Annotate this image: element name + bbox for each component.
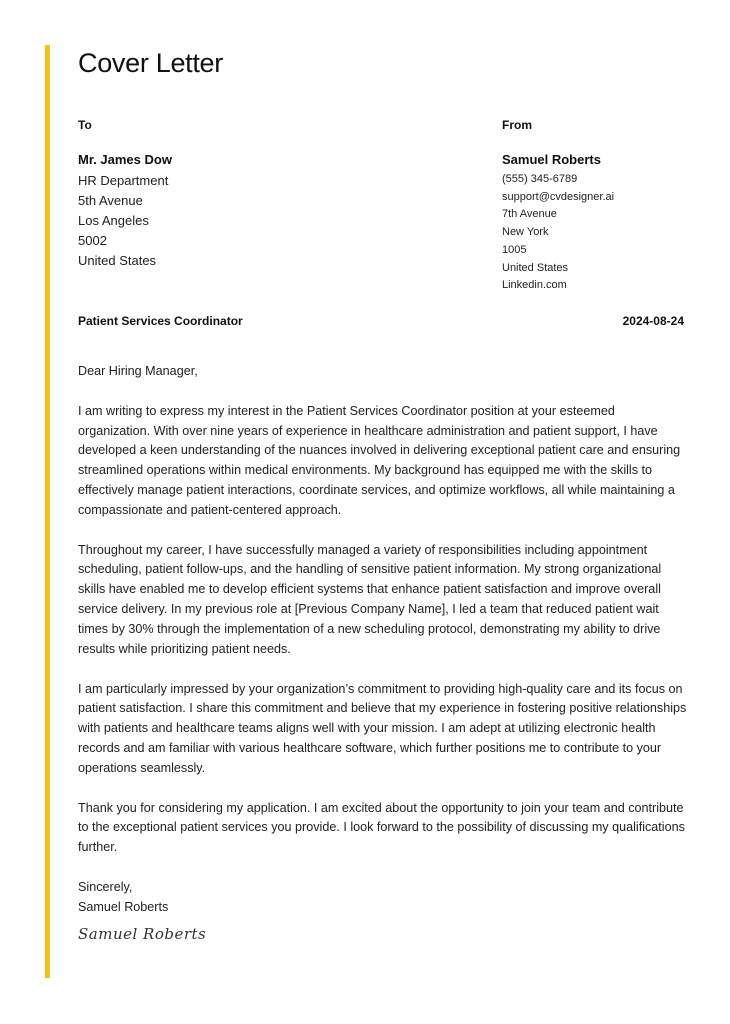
sender-email: support@cvdesigner.ai: [502, 190, 615, 203]
recipient-city: Los Angeles: [78, 213, 149, 228]
position-title: Patient Services Coordinator: [78, 314, 243, 328]
sender-country: United States: [502, 261, 569, 274]
accent-bar: [45, 45, 50, 978]
sender-city: New York: [502, 226, 549, 239]
handwritten-signature: Samuel Roberts: [78, 925, 207, 943]
sender-phone: (555) 345-6789: [502, 173, 578, 185]
sender-linkedin: Linkedin.com: [502, 279, 567, 292]
recipient-name: Mr. James Dow: [78, 152, 172, 167]
sender-name: Samuel Roberts: [502, 152, 601, 167]
sender-street: 7th Avenue: [502, 208, 557, 221]
salutation: Dear Hiring Manager,: [78, 364, 198, 378]
paragraph-1: I am writing to express my interest in the Patient Services Coordinator position at your esteemed organization. With over nine years of experience in healthcare administration and patient support, I have developed a keen understanding of the nuances involved in delivering exceptional patient care and ensuring streamlined operations within medical environments. My background has equipped me with the skills to effectively manage patient interactions, coordinate services, and optimize workflows, all while maintaining a compassionate and patient-centered approach.: [78, 403, 681, 517]
paragraph-2: Throughout my career, I have successfully managed a variety of responsibilities including appointment scheduling, patient follow-ups, and the handling of sensitive patient information. My strong organizational skills have enabled me to develop efficient systems that enhance patient satisfaction and improve overall service delivery. In my previous role at [Previous Company Name], I led a team that reduced patient wait times by 30% through the implementation of a new scheduling protocol, demonstrating my ability to drive results while prioritizing patient needs.: [78, 542, 662, 656]
page-title: Cover Letter: [78, 48, 223, 78]
closing-line: Sincerely,: [78, 879, 133, 894]
sender-label: From: [502, 118, 532, 132]
recipient-postal-code: 5002: [78, 233, 107, 248]
recipient-street: 5th Avenue: [78, 193, 143, 208]
recipient-department: HR Department: [78, 173, 169, 188]
letter-date: 2024-08-24: [622, 314, 684, 328]
paragraph-3: I am particularly impressed by your organization’s commitment to providing high-quality care and its focus on patient satisfaction. I share this commitment and believe that my experience in fostering positive relationships with patients and healthcare teams aligns well with your mission. I am adept at utilizing electronic health records and am familiar with various healthcare software, which further positions me to contribute to your operations seamlessly.: [78, 681, 687, 775]
sender-postal-code: 1005: [502, 243, 527, 256]
paragraph-4: Thank you for considering my application. I am excited about the opportunity to join your team and contribute to the exceptional patient services you provide. I look forward to the possibility of discussing my qualifications further.: [78, 800, 685, 855]
subject-row: [78, 314, 684, 328]
recipient-country: United States: [78, 253, 157, 268]
recipient-label: To: [78, 118, 92, 132]
letter-body: [78, 362, 690, 918]
sender-block: [502, 118, 702, 295]
signer-name: Samuel Roberts: [78, 899, 169, 914]
recipient-block: [78, 118, 458, 271]
